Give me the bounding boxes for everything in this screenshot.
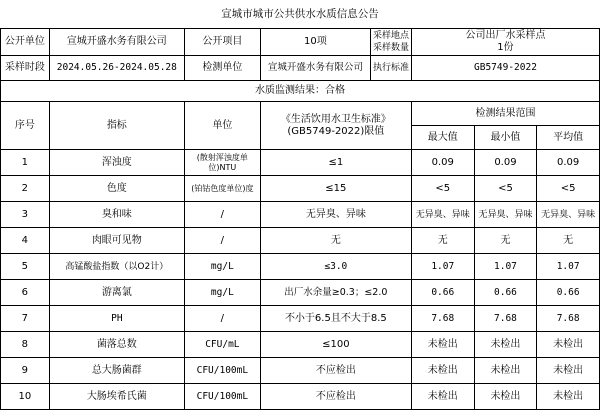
row-avg: 未检出 xyxy=(537,332,600,358)
test-unit-value: 宣城开盛水务有限公司 xyxy=(260,56,370,81)
row-unit: mg/L xyxy=(184,254,260,280)
standard-value: GB5749-2022 xyxy=(411,56,599,81)
row-max: 无 xyxy=(411,228,474,254)
row-indicator: 总大肠菌群 xyxy=(49,358,184,384)
row-no: 7 xyxy=(1,306,50,332)
row-avg: 无 xyxy=(537,228,600,254)
table-row xyxy=(1,176,600,202)
table-row xyxy=(1,254,600,280)
row-limit: ≤15 xyxy=(260,176,411,202)
row-min: 0.09 xyxy=(474,150,537,176)
row-no: 6 xyxy=(1,280,50,306)
row-indicator: 臭和味 xyxy=(49,202,184,228)
row-avg: 无异臭、异味 xyxy=(537,202,600,228)
row-no: 10 xyxy=(1,384,50,410)
row-limit: 不应检出 xyxy=(260,384,411,410)
time-value: 2024.05.26-2024.05.28 xyxy=(49,56,184,81)
row-no: 5 xyxy=(1,254,50,280)
row-no: 2 xyxy=(1,176,50,202)
row-unit: (铂钴色度单位)度 xyxy=(184,176,260,202)
row-indicator: 大肠埃希氏菌 xyxy=(49,384,184,410)
table-row xyxy=(1,358,600,384)
project-label: 公开项目 xyxy=(184,29,260,56)
row-avg: 0.66 xyxy=(537,280,600,306)
header-indicator: 指标 xyxy=(49,102,184,150)
row-min: 未检出 xyxy=(474,384,537,410)
row-min: <5 xyxy=(474,176,537,202)
time-label: 采样时段 xyxy=(1,56,50,81)
table-row xyxy=(1,306,600,332)
row-max: 0.66 xyxy=(411,280,474,306)
unit-label: 公开单位 xyxy=(1,29,50,56)
unit-value: 宣城开盛水务有限公司 xyxy=(49,29,184,56)
row-min: 无 xyxy=(474,228,537,254)
row-unit: CFU/100mL xyxy=(184,384,260,410)
project-value: 10项 xyxy=(260,29,370,56)
header-limit-line1: 《生活饮用水卫生标准》 xyxy=(280,113,391,125)
row-min: 1.07 xyxy=(474,254,537,280)
row-limit: ≤1 xyxy=(260,150,411,176)
standard-label: 执行标准 xyxy=(371,56,412,81)
row-unit: CFU/mL xyxy=(184,332,260,358)
row-avg: 未检出 xyxy=(537,384,600,410)
row-min: 未检出 xyxy=(474,358,537,384)
sample-site-value: 公司出厂水采样点 xyxy=(465,30,546,41)
sample-site-count-value xyxy=(411,29,599,56)
row-limit: ≤100 xyxy=(260,332,411,358)
row-unit: CFU/100mL xyxy=(184,358,260,384)
row-max: 0.09 xyxy=(411,150,474,176)
row-limit: 无 xyxy=(260,228,411,254)
header-no: 序号 xyxy=(1,102,50,150)
row-no: 1 xyxy=(1,150,50,176)
row-no: 9 xyxy=(1,358,50,384)
info-row-1 xyxy=(1,29,600,56)
row-limit: ≤3.0 xyxy=(260,254,411,280)
result-summary: 水质监测结果：合格 xyxy=(1,81,600,102)
row-indicator: 肉眼可见物 xyxy=(49,228,184,254)
row-limit: 无异臭、异味 xyxy=(260,202,411,228)
info-row-2 xyxy=(1,56,600,81)
table-row xyxy=(1,202,600,228)
row-min: 7.68 xyxy=(474,306,537,332)
water-quality-table xyxy=(0,28,600,410)
row-no: 4 xyxy=(1,228,50,254)
sample-count-value: 1份 xyxy=(497,42,514,53)
header-limit-line2: (GB5749-2022)限值 xyxy=(287,125,385,137)
row-indicator: 色度 xyxy=(49,176,184,202)
header-min: 最小值 xyxy=(474,126,537,150)
sample-site-label: 采样地点 xyxy=(372,31,409,41)
row-min: 未检出 xyxy=(474,332,537,358)
row-avg: <5 xyxy=(537,176,600,202)
row-avg: 7.68 xyxy=(537,306,600,332)
row-indicator: 高锰酸盐指数（以O2计） xyxy=(49,254,184,280)
table-row xyxy=(1,150,600,176)
row-max: 未检出 xyxy=(411,332,474,358)
header-range: 检测结果范围 xyxy=(411,102,599,126)
row-indicator: PH xyxy=(49,306,184,332)
sample-site-count-label xyxy=(371,29,412,56)
row-max: 无异臭、异味 xyxy=(411,202,474,228)
row-max: 1.07 xyxy=(411,254,474,280)
result-summary-row xyxy=(1,81,600,102)
row-no: 3 xyxy=(1,202,50,228)
header-unit: 单位 xyxy=(184,102,260,150)
table-row xyxy=(1,384,600,410)
row-max: 未检出 xyxy=(411,384,474,410)
header-limit xyxy=(260,102,411,150)
row-indicator: 浑浊度 xyxy=(49,150,184,176)
row-max: <5 xyxy=(411,176,474,202)
row-max: 未检出 xyxy=(411,358,474,384)
row-indicator: 游离氯 xyxy=(49,280,184,306)
row-unit: mg/L xyxy=(184,280,260,306)
header-avg: 平均值 xyxy=(537,126,600,150)
row-limit: 出厂水余量≥0.3；≤2.0 xyxy=(260,280,411,306)
header-max: 最大值 xyxy=(411,126,474,150)
row-limit: 不小于6.5且不大于8.5 xyxy=(260,306,411,332)
row-min: 0.66 xyxy=(474,280,537,306)
row-avg: 0.09 xyxy=(537,150,600,176)
table-row xyxy=(1,280,600,306)
row-max: 7.68 xyxy=(411,306,474,332)
row-unit: / xyxy=(184,202,260,228)
row-limit: 不应检出 xyxy=(260,358,411,384)
row-no: 8 xyxy=(1,332,50,358)
row-indicator: 菌落总数 xyxy=(49,332,184,358)
table-row xyxy=(1,332,600,358)
header-row-1 xyxy=(1,102,600,126)
row-avg: 未检出 xyxy=(537,358,600,384)
row-unit: (散射浑浊度单位)NTU xyxy=(184,150,260,176)
row-avg: 1.07 xyxy=(537,254,600,280)
row-unit: / xyxy=(184,228,260,254)
page-title: 宣城市城市公共供水水质信息公告 xyxy=(221,8,379,20)
test-unit-label: 检测单位 xyxy=(184,56,260,81)
table-row xyxy=(1,228,600,254)
row-unit: / xyxy=(184,306,260,332)
row-min: 无异臭、异味 xyxy=(474,202,537,228)
sample-count-label: 采样数量 xyxy=(372,43,409,53)
